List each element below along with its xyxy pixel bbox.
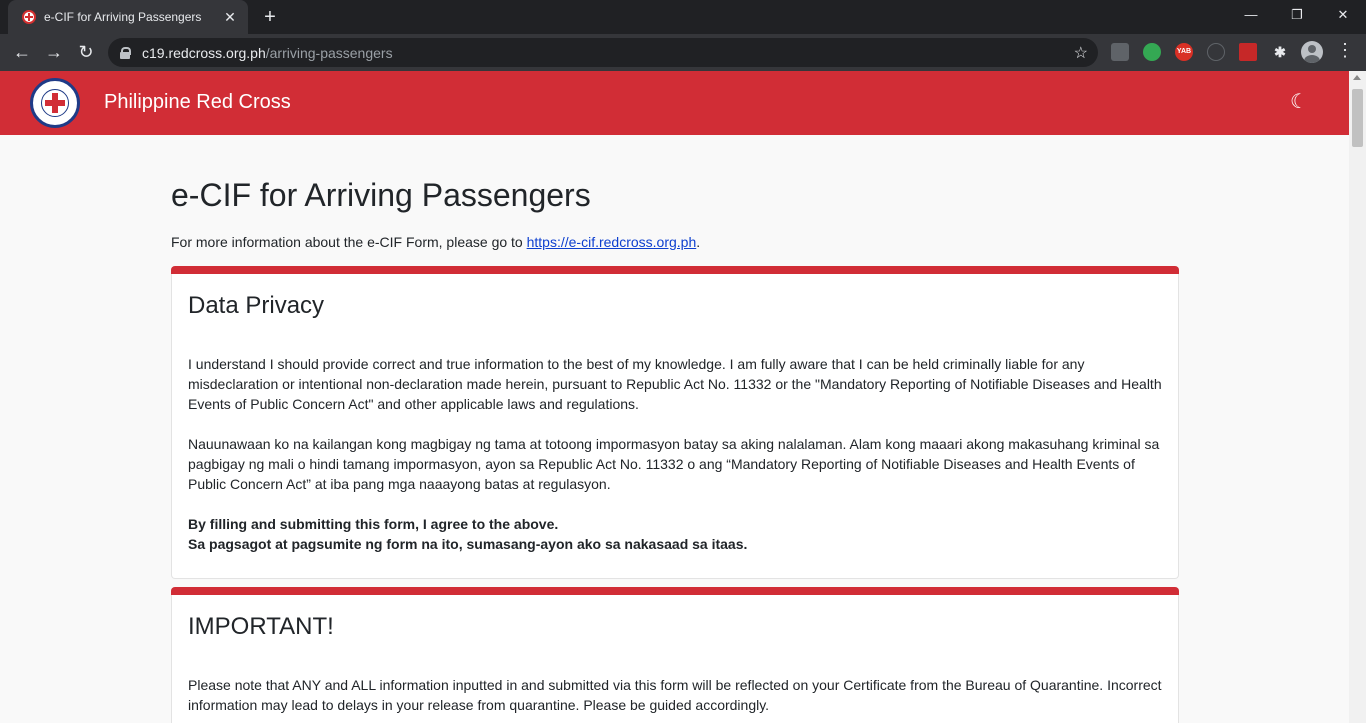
new-tab-button[interactable]: +: [264, 6, 276, 28]
shield-extension-icon[interactable]: [1143, 43, 1161, 61]
url-host: c19.redcross.org.ph: [142, 44, 266, 61]
agreement-english: By filling and submitting this form, I agree to the above.: [188, 516, 559, 532]
browser-tab-strip: [0, 0, 1366, 34]
minimize-button[interactable]: —: [1244, 7, 1258, 22]
bookmark-star-icon[interactable]: ☆: [1073, 45, 1088, 62]
info-line: [171, 234, 700, 250]
yab-extension-icon[interactable]: YAB: [1175, 43, 1193, 61]
scroll-thumb[interactable]: [1352, 89, 1363, 147]
restore-button[interactable]: ❐: [1291, 7, 1303, 22]
site-title[interactable]: Philippine Red Cross: [104, 91, 291, 113]
privacy-paragraph-filipino: Nauunawaan ko na kailangan kong magbigay ng tama at totoong impormasyon batay sa aking nalalaman. Alam kong maaari akong makasuhang kriminal sa pagbigay ng mali o hindi tamang impormasyon, ayon sa Republic Act No. 11332 o ang “Mandatory Reporting of Notifiable Diseases and Health Events of Public Concern Act” at iba pang mga naaayong batas at regulasyon.: [188, 436, 1160, 492]
page-scrollbar[interactable]: [1349, 71, 1366, 723]
tab-title: e-CIF for Arriving Passengers: [44, 10, 202, 24]
back-arrow-icon[interactable]: ←: [13, 42, 31, 62]
browser-toolbar: [0, 34, 1366, 71]
page-title: e-CIF for Arriving Passengers: [171, 177, 591, 213]
address-bar[interactable]: [108, 38, 1098, 67]
agreement-filipino: Sa pagsagot at pagsumite ng form na ito, sumasang-ayon ako sa nakasaad sa itaas.: [188, 536, 748, 552]
card-accent-bar: [171, 266, 1179, 274]
puzzle-extensions-icon[interactable]: ✱: [1274, 44, 1286, 60]
forward-arrow-icon[interactable]: →: [45, 42, 63, 62]
profile-avatar[interactable]: [1301, 41, 1323, 63]
window-close-button[interactable]: ✕: [1337, 7, 1349, 22]
card-accent-bar: [171, 587, 1179, 595]
important-paragraph: Please note that ANY and ALL information inputted in and submitted via this form will be reflected on your Certificate from the Bureau of Quarantine. Incorrect information may lead to delays in your release from quarantine. Please be guided accordingly.: [188, 677, 1162, 713]
more-menu-icon[interactable]: ⋮: [1336, 40, 1354, 60]
important-title: IMPORTANT!: [188, 613, 334, 640]
info-suffix: .: [696, 234, 701, 250]
important-card: [171, 587, 1179, 723]
ecif-link[interactable]: https://e-cif.redcross.org.ph: [526, 234, 697, 250]
lock-icon: [120, 47, 130, 59]
info-prefix: For more information about the e-CIF Form, please go to: [171, 234, 527, 250]
data-privacy-title: Data Privacy: [188, 292, 325, 319]
browser-tab[interactable]: [8, 0, 248, 34]
pdf-extension-icon[interactable]: [1239, 43, 1257, 61]
philippine-red-cross-logo[interactable]: [30, 78, 80, 128]
red-cross-icon: [41, 89, 69, 117]
reload-icon[interactable]: ↻: [78, 42, 94, 62]
red-cross-favicon-icon: [22, 10, 36, 24]
data-privacy-card: [171, 266, 1179, 579]
scroll-up-arrow-icon[interactable]: [1353, 75, 1361, 80]
circle-extension-icon[interactable]: [1207, 43, 1225, 61]
url-path: /arriving-passengers: [265, 44, 393, 61]
privacy-paragraph-english: I understand I should provide correct and true information to the best of my knowledge. I am fully aware that I can be held criminally liable for any misdeclaration or intentional non-declaration made herein, pursuant to Republic Act No. 11332 or the "Mandatory Reporting of Notifiable Diseases and Health Events of Public Concern Act" and other applicable laws and regulations.: [188, 356, 1162, 412]
moon-icon[interactable]: ☾: [1290, 91, 1308, 113]
close-icon[interactable]: ✕: [224, 8, 236, 25]
site-header: [0, 71, 1349, 135]
extension-icon[interactable]: [1111, 43, 1129, 61]
